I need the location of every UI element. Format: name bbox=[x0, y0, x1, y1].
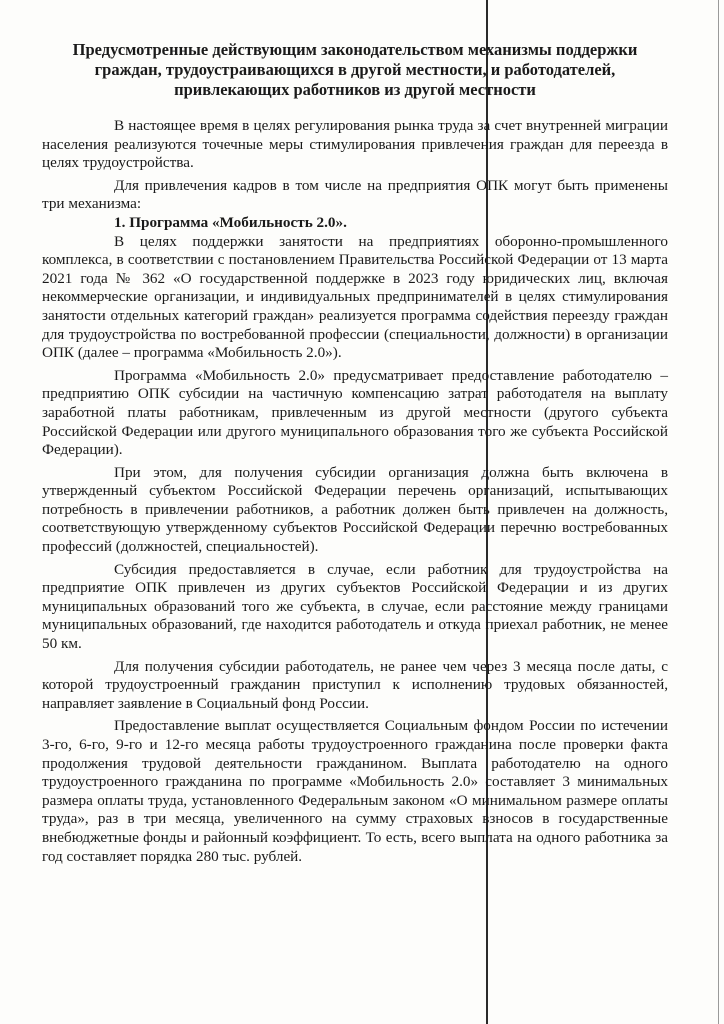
section-heading-mobility: 1. Программа «Мобильность 2.0». bbox=[114, 213, 347, 231]
document-title: Предусмотренные действующим законодательством механизмы поддержки граждан, трудоустраивающихся в другой местности, и работодателей, привлекающих работников из другой местности bbox=[72, 40, 638, 99]
paragraph-application: Для получения субсидии работодатель, не ранее чем через 3 месяца после даты, с которой трудоустроенный гражданин приступил к исполнению трудовых обязанностей, направляет заявление в Социальный фонд России. bbox=[42, 657, 668, 712]
scan-edge-line bbox=[718, 0, 719, 1024]
paragraph-program-subsidy: Программа «Мобильность 2.0» предусматривает предоставление работодателю – предприятию ОПК субсидии на частичную компенсацию затрат работодателя на выплату заработной платы работникам, привлеченным из другой местности (другого субъекта Российской Федерации или другого муниципального образования того же субъекта Российской Федерации). bbox=[42, 366, 668, 459]
paragraph-program-basis: В целях поддержки занятости на предприятиях оборонно-промышленного комплекса, в соответствии с постановлением Правительства Российской Федерации от 13 марта 2021 года № 362 «О государственной поддержке в 2023 году юридических лиц, включая некоммерческие организации, и индивидуальных предпринимателей в целях стимулирования занятости отдельных категорий граждан» реализуется программа содействия переезду граждан для трудоустройства по востребованной профессии (специальности, должности) в организации ОПК (далее – программа «Мобильность 2.0»). bbox=[42, 232, 668, 362]
paragraph-intro: В настоящее время в целях регулирования рынка труда за счет внутренней миграции населения реализуются точечные меры стимулирования привлечения граждан для переезда в целях трудоустройства. bbox=[42, 117, 668, 172]
paragraph-payments: Предоставление выплат осуществляется Социальным фондом России по истечении 3-го, 6-го, 9-го и 12-го месяца работы трудоустроенного гражданина после проверки факта продолжения трудовой деятельности гражданином. Выплата работодателю на одного трудоустроенного гражданина по программе «Мобильность 2.0» составляет 3 минимальных размера оплаты труда, установленного Федеральным законом «О минимальном размере оплаты труда», раз в три месяца, увеличенного на сумму страховых взносов в государственные внебюджетные фонды и районный коэффициент. То есть, всего выплата на одного работника за год составляет порядка 280 тыс. рублей. bbox=[42, 717, 668, 865]
paragraph-subsidy-distance: Субсидия предоставляется в случае, если работник для трудоустройства на предприятие ОПК привлечен из других субъектов Российской Федерации и из других муниципальных образований того же субъекта, в случае, если расстояние между границами муниципальных образований, где находится работодатель и откуда приехал работник, не менее 50 км. bbox=[42, 560, 668, 653]
document-body bbox=[42, 40, 668, 870]
paragraph-mechanisms: Для привлечения кадров в том числе на предприятия ОПК могут быть применены три механизма: bbox=[42, 176, 668, 213]
paragraph-subsidy-conditions: При этом, для получения субсидии организация должна быть включена в утвержденный субъектом Российской Федерации перечень организаций, испытывающих потребность в привлечении работников, а работник должен быть привлечен на должность, соответствующую утвержденному субъектов Российской Федерации перечню востребованных профессий (должностей, специальностей). bbox=[42, 463, 668, 556]
